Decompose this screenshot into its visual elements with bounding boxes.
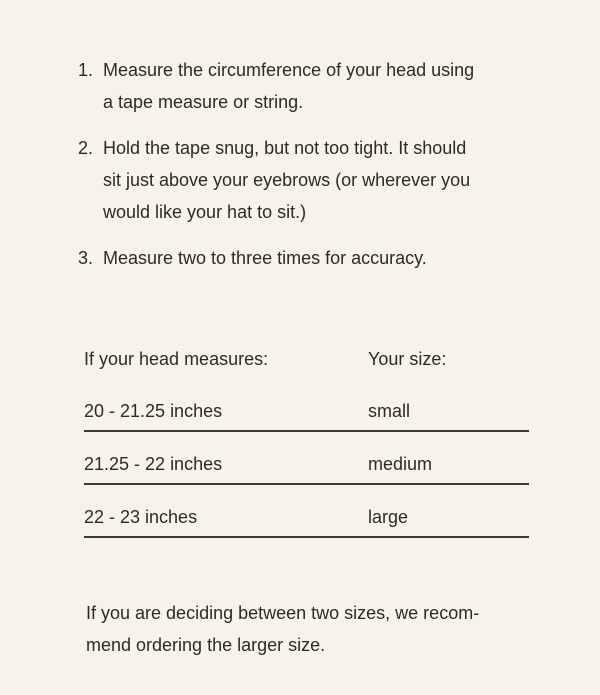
table-row — [84, 399, 529, 432]
size-table — [84, 347, 529, 558]
sizing-recommendation-note — [86, 597, 479, 661]
list-item-text — [103, 54, 474, 118]
table-row — [84, 505, 529, 538]
text-line: sit just above your eyebrows (or wherever you — [103, 170, 471, 190]
text-line: Hold the tape snug, but not too tight. It should — [103, 138, 467, 158]
list-item-text — [103, 242, 427, 274]
size-table-header-measure: If your head measures: — [84, 349, 269, 369]
text-line: mend ordering the larger size. — [86, 635, 326, 655]
table-row — [84, 452, 529, 485]
table-cell-size: small — [368, 401, 411, 421]
measuring-instructions-list — [78, 54, 474, 288]
text-line: would like your hat to sit.) — [103, 202, 307, 222]
list-item — [78, 132, 474, 228]
table-cell-measure: 21.25 - 22 inches — [84, 454, 223, 474]
list-item-text — [103, 132, 470, 228]
size-table-header-size: Your size: — [368, 349, 447, 369]
text-line: Measure two to three times for accuracy. — [103, 248, 427, 268]
list-item-number: 3. — [78, 248, 94, 268]
table-cell-size: large — [368, 507, 409, 527]
list-item-number: 2. — [78, 138, 94, 158]
table-cell-measure: 20 - 21.25 inches — [84, 401, 223, 421]
list-item — [78, 242, 474, 274]
text-line: Measure the circumference of your head using — [103, 60, 475, 80]
list-item-number: 1. — [78, 60, 94, 80]
text-line: If you are deciding between two sizes, we recom- — [86, 603, 480, 623]
table-cell-measure: 22 - 23 inches — [84, 507, 198, 527]
list-item — [78, 54, 474, 118]
table-cell-size: medium — [368, 454, 433, 474]
size-table-header-row — [84, 347, 529, 371]
text-line: a tape measure or string. — [103, 92, 304, 112]
